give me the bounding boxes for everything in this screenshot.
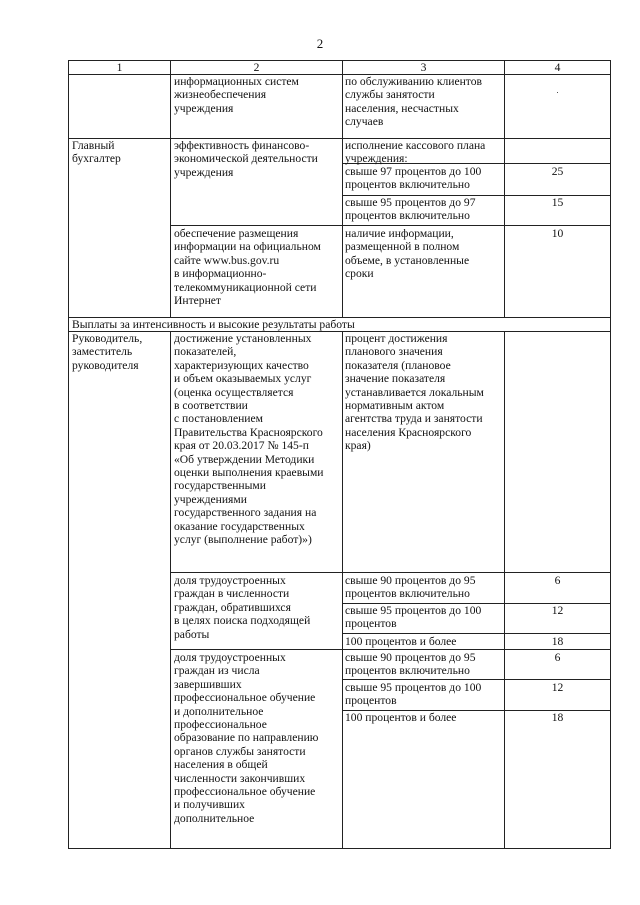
criterion-cell: эффективность финансово- экономической деятельности учреждения <box>174 139 318 179</box>
condition-cell: наличие информации, размещенной в полном объеме, в установленные сроки <box>345 227 470 281</box>
criterion-cell: обеспечение размещения информации на официальном сайте www.bus.gov.ru в информационно- телекоммуникационной сети Интернет <box>174 227 321 308</box>
condition-cell: 100 процентов и более <box>345 635 457 648</box>
criterion-cell: достижение установленных показателей, характеризующих качество и объем оказываемых услуг (оценка осуществляется в соответствии с постановлением Правительства Красноярского края от 20.03.2017 № 145-п «Об утверждении Методики оценки выполнения краевыми государственными учреждениями государственного задания на оказание государственных услуг (выполнение работ)») <box>174 332 324 547</box>
header-col-4: 4 <box>554 61 561 74</box>
header-col-3: 3 <box>420 61 427 74</box>
criterion-cell: доля трудоустроенных граждан из числа завершивших профессиональное обучение и дополнительное профессиональное образование по направлению органов службы занятости населения в общей численности закончивших профессиональное обучение и получивших дополнительное <box>174 651 319 825</box>
points-cell: 15 <box>551 196 564 209</box>
position-cell: Главный бухгалтер <box>72 139 121 166</box>
criterion-cell: информационных систем жизнеобеспечения учреждения <box>174 75 299 115</box>
points-cell: 18 <box>551 635 564 648</box>
points-cell: 18 <box>551 711 564 724</box>
criterion-cell: доля трудоустроенных граждан в численности граждан, обратившихся в целях поиска подходящей работы <box>174 574 311 641</box>
condition-cell: свыше 95 процентов до 100 процентов <box>345 681 482 708</box>
condition-cell: свыше 95 процентов до 100 процентов <box>345 604 482 631</box>
condition-cell: 100 процентов и более <box>345 711 457 724</box>
header-col-2: 2 <box>253 61 260 74</box>
page-number: 2 <box>316 36 324 51</box>
header-col-1: 1 <box>116 61 123 74</box>
points-cell: . <box>556 86 559 95</box>
points-cell: 12 <box>551 681 564 694</box>
condition-cell: свыше 95 процентов до 97 процентов включительно <box>345 196 476 223</box>
points-cell: 6 <box>554 651 561 664</box>
condition-cell: свыше 90 процентов до 95 процентов включительно <box>345 651 476 678</box>
condition-cell: исполнение кассового плана учреждения: <box>345 139 486 166</box>
points-cell: 10 <box>551 227 564 240</box>
position-cell: Руководитель, заместитель руководителя <box>72 332 143 372</box>
condition-cell: процент достижения планового значения показателя (плановое значение показателя устанавливается локальным нормативным актом агентства труда и занятости населения Красноярского края) <box>345 332 484 453</box>
condition-cell: свыше 97 процентов до 100 процентов включительно <box>345 165 482 192</box>
points-cell: 25 <box>551 165 564 178</box>
points-cell: 12 <box>551 604 564 617</box>
condition-cell: свыше 90 процентов до 95 процентов включительно <box>345 574 476 601</box>
condition-cell: по обслуживанию клиентов службы занятости населения, несчастных случаев <box>345 75 482 129</box>
points-cell: 6 <box>554 574 561 587</box>
section-title: Выплаты за интенсивность и высокие результаты работы <box>72 318 355 331</box>
